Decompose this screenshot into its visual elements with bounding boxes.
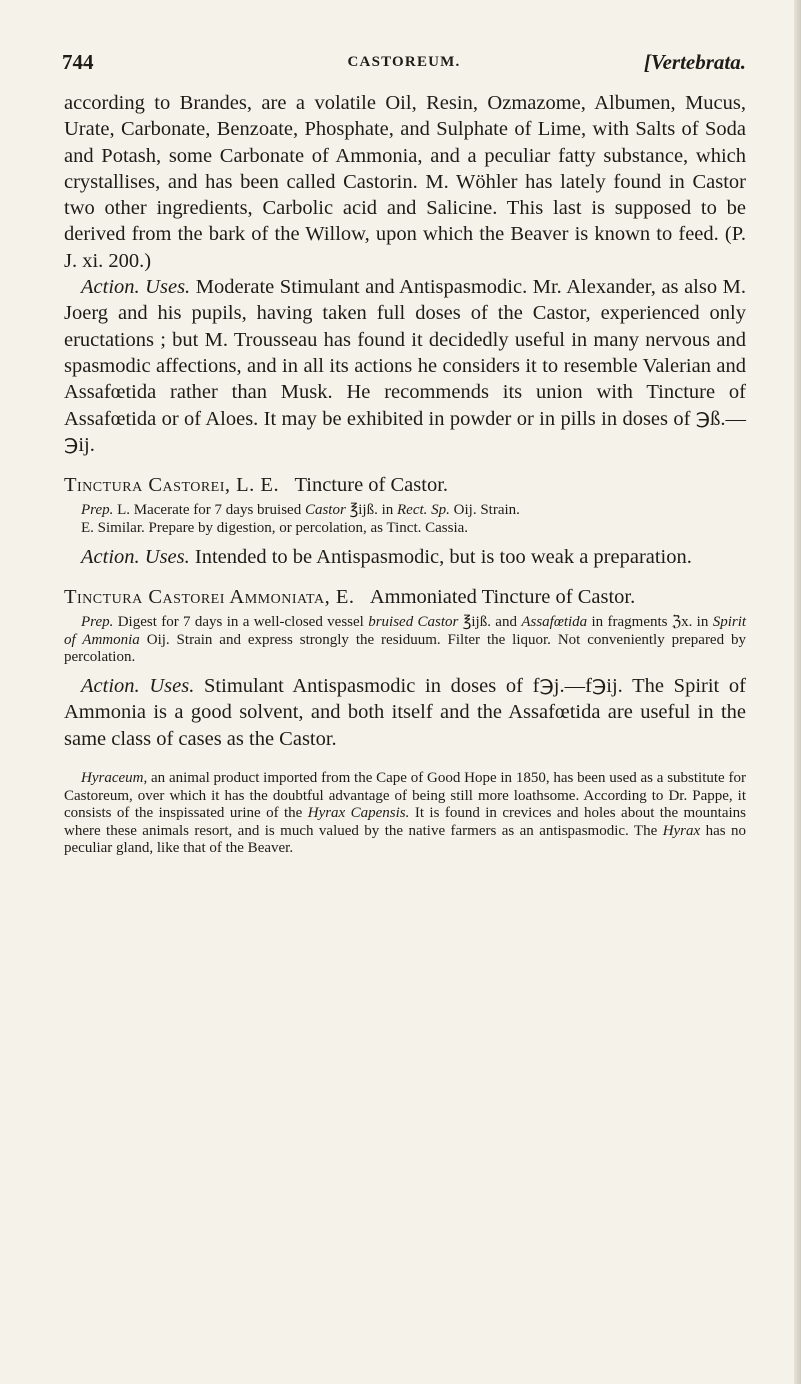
section-name: Vertebrata. [650, 50, 746, 74]
section-bracket: [ [643, 50, 651, 74]
page-body [64, 90, 746, 858]
note-hyraceum-term: Hyraceum, [81, 769, 148, 786]
action-uses-text: Intended to be Antispasmodic, but is too weak a preparation. [194, 545, 692, 568]
prep-ammoniated [64, 614, 746, 667]
heading-tinctura-castorei [64, 472, 746, 498]
running-title: CASTOREUM. [347, 54, 461, 70]
prep-text-a: Digest for 7 days in a well-closed vessel [117, 614, 364, 631]
note-text-c: has no peculiar gland, like that of the Beaver. [64, 822, 747, 857]
page-number: 744 [62, 50, 94, 74]
prep-text-c: in fragments ℨx. in [591, 614, 709, 631]
paragraph-action-uses [64, 274, 746, 458]
action-uses-text: Moderate Stimulant and Antispasmodic. Mr. Alexander, as also M. Joerg and his pupils, having taken full doses of the Castor, experienced only eructations ; but M. Trousseau has found it decidedly useful in many nervous and spasmodic affections, and in all its actions he considers it to resemble Valerian and Assafœtida rather than Musk. He recommends its union with Tincture of Assafœtida or of Aloes. It may be exhibited in powder or in pills in doses of ℈ß.—℈ij. [64, 276, 746, 456]
heading-latin: Tinctura Castorei, L. E. [64, 474, 280, 497]
prep-lead: Prep. [81, 614, 114, 631]
section-title [644, 50, 746, 75]
prep-edinburgh: E. Similar. Prepare by digestion, or percolation, as Tinct. Cassia. [81, 520, 469, 537]
prep-rect-sp: Rect. Sp. [397, 502, 450, 519]
note-hyrax-capensis: Hyrax Capensis. [307, 805, 410, 822]
paragraph-action-uses-3 [64, 673, 746, 752]
prep-london [64, 502, 746, 520]
paragraph-constituents: according to Brandes, are a volatile Oil, Resin, Ozmazome, Albumen, Mucus, Urate, Carbonate, Benzoate, Phosphate, and Sulphate of Lime, with Salts of Soda and Potash, some Carbonate of Ammonia, and a peculiar fatty substance, which crystallises, and has been called Castorin. M. Wöhler has lately found in Castor two other ingredients, Carbolic acid and Salicine. This last is supposed to be derived from the bark of the Willow, upon which the Beaver is known to feed. (P. J. xi. 200.) [64, 92, 746, 272]
prep-assafoetida: Assafœtida [521, 614, 588, 631]
action-uses-text: Stimulant Antispasmodic in doses of f℈j.—f℈ij. The Spirit of Ammonia is a good solvent, and both itself and the Assafœtida are useful in the same class of cases as the Castor. [64, 675, 747, 750]
prep-text-a: L. Macerate for 7 days bruised [117, 502, 302, 519]
prep-text-c: Oij. Strain. [453, 502, 520, 519]
heading-latin: Tinctura Castorei Ammoniata, E. [64, 585, 355, 608]
note-text-a: an animal product imported from the Cape of Good Hope in 1850, has been used as a substitute for Castoreum, over which it has the doubtful advantage of being still more loathsome. According to Dr. Pappe, it consists of the inspissated urine of the [64, 769, 746, 822]
prep-bruised-castor: bruised Castor [368, 614, 459, 631]
action-uses-lead: Action. Uses. [81, 276, 191, 299]
prep-text-b: ℥ijß. and [462, 614, 517, 631]
heading-english: Tincture of Castor. [294, 474, 449, 497]
page-edge [794, 0, 801, 1384]
heading-tinctura-ammoniata [64, 584, 746, 610]
prep-castor: Castor [304, 502, 346, 519]
note-text-b: It is found in crevices and holes about the mountains where these animals resort, and is much valued by the native farmers as an antispasmodic. The [64, 805, 747, 839]
heading-english: Ammoniated Tincture of Castor. [369, 585, 636, 608]
note-hyraceum [64, 770, 746, 858]
action-uses-lead: Action. Uses. [81, 675, 195, 698]
prep-text-b: ℥ijß. in [349, 502, 394, 519]
page-header [62, 50, 746, 80]
action-uses-lead: Action. Uses. [81, 545, 190, 568]
prep-text-d: Oij. Strain and express strongly the residuum. Filter the liquor. Not conveniently prepared by percolation. [64, 631, 747, 666]
prep-spirit-ammonia: Spirit of Ammonia [64, 614, 747, 648]
prep-lead: Prep. [81, 502, 114, 519]
paragraph-action-uses-2 [64, 544, 746, 570]
note-hyrax: Hyrax [662, 822, 701, 839]
